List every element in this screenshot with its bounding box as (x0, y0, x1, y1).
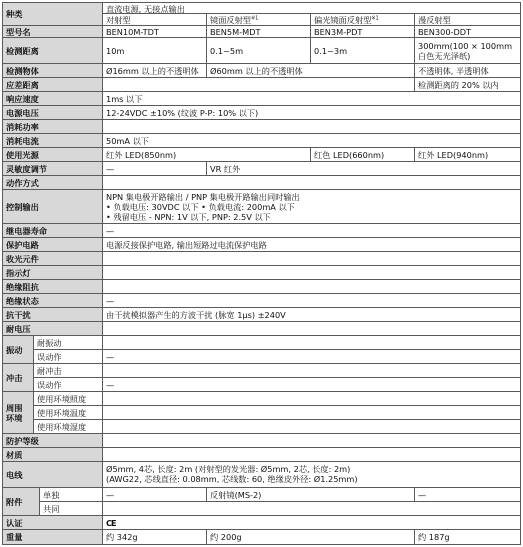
voltage-value: 12-24VDC ±10% (纹波 P-P: 10% 以下) (103, 106, 521, 120)
withstand-value (103, 322, 521, 336)
range-4: 300mm(100 × 100mm 白色无光泽纸) (415, 38, 521, 64)
sensitivity-2: VR 红外 (207, 162, 521, 176)
type-polarized-note: ※1 (371, 15, 379, 22)
range-1: 10m (103, 38, 207, 64)
label-current: 消耗电流 (2, 134, 103, 148)
label-ip: 防护等级 (2, 434, 103, 448)
current-value: 50mA 以下 (103, 134, 521, 148)
label-shock: 冲击 (2, 364, 34, 392)
weight-2: 约 200g (207, 530, 415, 545)
label-material: 材质 (2, 448, 103, 462)
insulation-resistance-value (103, 280, 521, 294)
label-vib-mal: 误动作 (34, 350, 103, 364)
type-polarized-label: 偏光镜面反射型 (314, 15, 372, 25)
type-retro (207, 14, 311, 26)
label-acc-common: 共同 (40, 502, 103, 516)
label-env-temp: 使用环境温度 (34, 406, 103, 420)
label-output: 控制输出 (2, 190, 103, 224)
light-2: 红色 LED(660nm) (311, 148, 415, 162)
type-retro-label: 镜面反射型 (210, 15, 251, 25)
vib-mal-value: — (103, 350, 521, 364)
label-vibration: 振动 (2, 336, 34, 364)
shock-resist-value (103, 364, 521, 378)
output-value: NPN 集电极开路输出 / PNP 集电极开路输出同时输出 • 负载电压: 30VDC 以下 • 负载电流: 200mA 以下 • 残留电压 - NPN: 1V 以下, PNP: 2.5V 以下 (103, 190, 521, 224)
label-receiver: 收光元件 (2, 252, 103, 266)
type-polarized (311, 14, 415, 26)
label-light: 使用光源 (2, 148, 103, 162)
relay-life-value: — (103, 224, 521, 238)
mode-value (103, 176, 521, 190)
label-hysteresis: 应差距离 (2, 78, 103, 92)
label-env-hum: 使用环境湿度 (34, 420, 103, 434)
env-temp-value (103, 406, 521, 420)
object-3: 不透明体, 半透明体 (415, 64, 521, 78)
label-noise: 抗干扰 (2, 308, 103, 322)
cable-value: Ø5mm, 4芯, 长度: 2m (对射型的发光器: Ø5mm, 2芯, 长度: 2m) (AWG22, 芯线直径: 0.08mm, 芯线数: 60, 绝缘皮外径: Ø1.25mm) (103, 462, 521, 488)
label-env: 周围 环境 (2, 392, 34, 434)
label-cert: 认证 (2, 516, 103, 530)
ce-mark-icon: CE (106, 517, 116, 528)
label-range: 检测距离 (2, 38, 103, 64)
label-object: 检测物体 (2, 64, 103, 78)
weight-3: 约 187g (415, 530, 521, 545)
type-thru-beam: 对射型 (103, 14, 207, 26)
receiver-value (103, 252, 521, 266)
type-retro-note: ※1 (250, 15, 259, 22)
label-shock-resist: 耐冲击 (34, 364, 103, 378)
model-2: BEN5M-MDT (207, 26, 311, 38)
protection-value: 电源反接保护电路, 输出短路过电流保护电路 (103, 238, 521, 252)
hysteresis-value: 检测距离的 20% 以内 (415, 78, 521, 92)
label-voltage: 电源电压 (2, 106, 103, 120)
range-2: 0.1~5m (207, 38, 311, 64)
light-1: 红外 LED(850nm) (103, 148, 311, 162)
acc-single-2: 反射镜(MS-2) (207, 488, 415, 502)
label-insulation-state: 绝缘状态 (2, 294, 103, 308)
range-3: 0.1~3m (311, 38, 415, 64)
weight-1: 约 342g (103, 530, 207, 545)
type-diffuse: 漫反射型 (415, 14, 521, 26)
acc-single-1: — (103, 488, 207, 502)
sensitivity-1: — (103, 162, 207, 176)
response-value: 1ms 以下 (103, 92, 521, 106)
type-header: 直流电源, 无接点输出 (103, 2, 521, 14)
label-acc-single: 单独 (40, 488, 103, 502)
env-light-value (103, 392, 521, 406)
label-weight: 重量 (2, 530, 103, 545)
power-value (103, 120, 521, 134)
object-2: Ø60mm 以上的不透明体 (207, 64, 415, 78)
label-withstand: 耐电压 (2, 322, 103, 336)
label-shock-mal: 误动作 (34, 378, 103, 392)
label-env-light: 使用环境照度 (34, 392, 103, 406)
indicator-value (103, 266, 521, 280)
model-4: BEN300-DDT (415, 26, 521, 38)
label-power: 消耗功率 (2, 120, 103, 134)
model-1: BEN10M-TDT (103, 26, 207, 38)
label-vib-resist: 耐振动 (34, 336, 103, 350)
label-type: 种类 (2, 2, 103, 26)
env-hum-value (103, 420, 521, 434)
label-insulation-resistance: 绝缘阻抗 (2, 280, 103, 294)
label-cable: 电线 (2, 462, 103, 488)
cert-value (103, 516, 521, 530)
object-1: Ø16mm 以上的不透明体 (103, 64, 207, 78)
label-accessory: 附件 (2, 488, 40, 516)
vib-resist-value (103, 336, 521, 350)
label-protection: 保护电路 (2, 238, 103, 252)
label-sensitivity: 灵敏度调节 (2, 162, 103, 176)
acc-single-3: — (415, 488, 521, 502)
label-indicator: 指示灯 (2, 266, 103, 280)
label-model: 型号名 (2, 26, 103, 38)
shock-mal-value: — (103, 378, 521, 392)
hysteresis-blank (103, 78, 415, 92)
material-value (103, 448, 521, 462)
label-mode: 动作方式 (2, 176, 103, 190)
label-response: 响应速度 (2, 92, 103, 106)
noise-value: 由干扰模拟器产生的方波干扰 (脉宽 1μs) ±240V (103, 308, 521, 322)
label-relay-life: 继电器寿命 (2, 224, 103, 238)
insulation-state-value: — (103, 294, 521, 308)
light-3: 红外 LED(940nm) (415, 148, 521, 162)
model-3: BEN3M-PDT (311, 26, 415, 38)
acc-common-value (103, 502, 521, 516)
ip-value (103, 434, 521, 448)
